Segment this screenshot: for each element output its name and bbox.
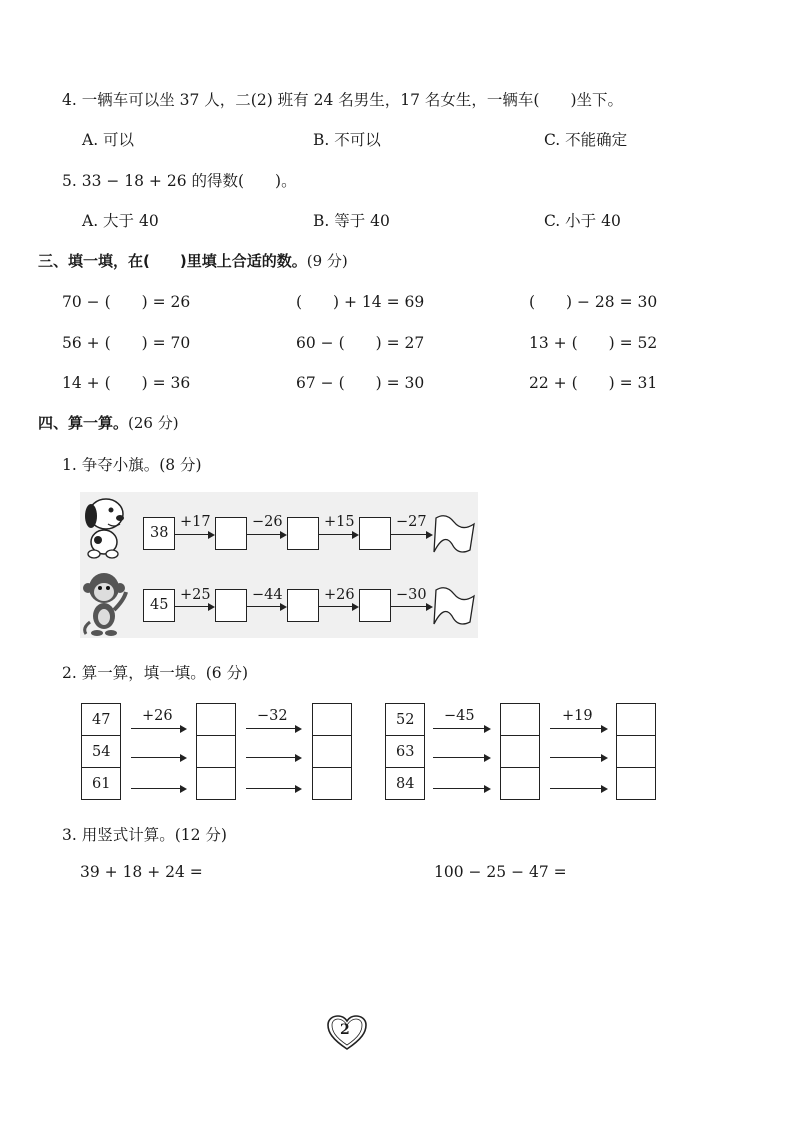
right-final-answer-2[interactable]: [616, 735, 656, 768]
chain1-op1: +17: [180, 514, 211, 530]
left-mid-answer-3[interactable]: [196, 767, 236, 800]
q4-option-c[interactable]: C. 不能确定: [544, 131, 628, 149]
flag-icon[interactable]: [432, 584, 476, 626]
fill-blank-r2c2[interactable]: 60 − ( ) = 27: [296, 334, 425, 352]
question-4: 4. 一辆车可以坐 37 人，二(2) 班有 24 名男生，17 名女生，一辆车( )坐下。: [62, 91, 623, 109]
q4-option-b[interactable]: B. 不可以: [313, 131, 381, 149]
q5-option-c[interactable]: C. 小于 40: [544, 212, 621, 230]
vertical-calc-2[interactable]: 100 − 25 − 47 =: [434, 863, 567, 881]
arrow-icon: [550, 788, 606, 789]
section-4-title: 四、算一算。(26 分): [38, 414, 179, 432]
arrow-icon: [319, 534, 357, 535]
q5-option-b[interactable]: B. 等于 40: [313, 212, 390, 230]
left-final-answer-1[interactable]: [312, 703, 352, 736]
arrow-icon: [246, 788, 300, 789]
arrow-icon: [433, 788, 489, 789]
right-mid-answer-3[interactable]: [500, 767, 540, 800]
right-op-1: −45: [444, 708, 475, 724]
right-final-answer-1[interactable]: [616, 703, 656, 736]
fill-blank-r2c1[interactable]: 56 + ( ) = 70: [62, 334, 191, 352]
chain2-answer-1[interactable]: [215, 589, 247, 622]
vertical-calc-1[interactable]: 39 + 18 + 24 =: [80, 863, 203, 881]
chain2-start: 45: [143, 589, 175, 622]
part-3-title: 3. 用竖式计算。(12 分): [62, 826, 227, 844]
arrow-icon: [131, 757, 185, 758]
chain2-answer-2[interactable]: [287, 589, 319, 622]
section-3-title: 三、填一填，在( )里填上合适的数。(9 分): [38, 252, 348, 270]
arrow-icon: [391, 606, 431, 607]
arrow-icon: [391, 534, 431, 535]
chain1-op4: −27: [396, 514, 427, 530]
fill-blank-r3c3[interactable]: 22 + ( ) = 31: [529, 374, 658, 392]
dog-icon: [78, 494, 132, 560]
arrow-icon: [175, 534, 213, 535]
chain1-op2: −26: [252, 514, 283, 530]
fill-blank-r1c2[interactable]: ( ) + 14 = 69: [296, 293, 425, 311]
right-mid-answer-1[interactable]: [500, 703, 540, 736]
left-mid-answer-2[interactable]: [196, 735, 236, 768]
chain2-op3: +26: [324, 587, 355, 603]
left-input-3: 61: [81, 767, 121, 800]
fill-blank-r1c1[interactable]: 70 − ( ) = 26: [62, 293, 191, 311]
chain2-op1: +25: [180, 587, 211, 603]
arrow-icon: [433, 728, 489, 729]
arrow-icon: [247, 606, 285, 607]
chain2-op4: −30: [396, 587, 427, 603]
arrow-icon: [550, 757, 606, 758]
arrow-icon: [246, 757, 300, 758]
part-1-title: 1. 争夺小旗。(8 分): [62, 456, 202, 474]
left-input-1: 47: [81, 703, 121, 736]
chain1-answer-1[interactable]: [215, 517, 247, 550]
monkey-icon: [80, 570, 132, 638]
chain1-answer-2[interactable]: [287, 517, 319, 550]
arrow-icon: [131, 788, 185, 789]
left-mid-answer-1[interactable]: [196, 703, 236, 736]
q5-option-a[interactable]: A. 大于 40: [82, 212, 159, 230]
q4-option-a[interactable]: A. 可以: [82, 131, 135, 149]
left-op-2: −32: [257, 708, 288, 724]
chain2-answer-3[interactable]: [359, 589, 391, 622]
page-number: 2: [340, 1022, 350, 1038]
right-final-answer-3[interactable]: [616, 767, 656, 800]
arrow-icon: [131, 728, 185, 729]
chain1-answer-3[interactable]: [359, 517, 391, 550]
arrow-icon: [433, 757, 489, 758]
arrow-icon: [319, 606, 357, 607]
arrow-icon: [247, 534, 285, 535]
right-input-2: 63: [385, 735, 425, 768]
chain1-start: 38: [143, 517, 175, 550]
chain1-op3: +15: [324, 514, 355, 530]
left-op-1: +26: [142, 708, 173, 724]
fill-blank-r1c3[interactable]: ( ) − 28 = 30: [529, 293, 658, 311]
left-final-answer-2[interactable]: [312, 735, 352, 768]
arrow-icon: [550, 728, 606, 729]
arrow-icon: [175, 606, 213, 607]
right-mid-answer-2[interactable]: [500, 735, 540, 768]
question-5: 5. 33 − 18 + 26 的得数( )。: [62, 172, 297, 190]
chain2-op2: −44: [252, 587, 283, 603]
right-input-3: 84: [385, 767, 425, 800]
flag-icon[interactable]: [432, 512, 476, 554]
left-final-answer-3[interactable]: [312, 767, 352, 800]
part-2-title: 2. 算一算，填一填。(6 分): [62, 664, 249, 682]
fill-blank-r2c3[interactable]: 13 + ( ) = 52: [529, 334, 658, 352]
fill-blank-r3c1[interactable]: 14 + ( ) = 36: [62, 374, 191, 392]
arrow-icon: [246, 728, 300, 729]
right-input-1: 52: [385, 703, 425, 736]
right-op-2: +19: [562, 708, 593, 724]
left-input-2: 54: [81, 735, 121, 768]
fill-blank-r3c2[interactable]: 67 − ( ) = 30: [296, 374, 425, 392]
